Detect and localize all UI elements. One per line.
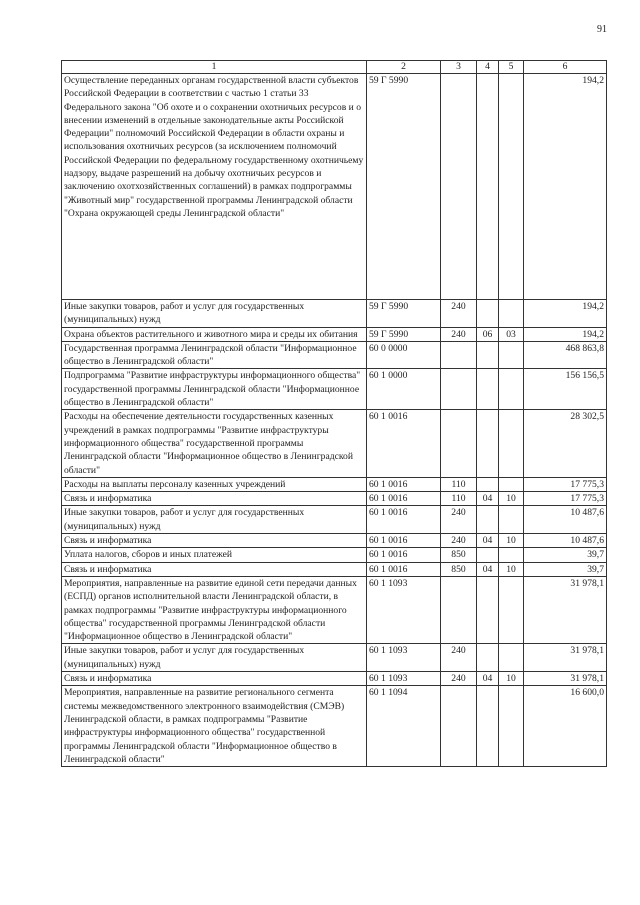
row-target-code: 60 1 0016 bbox=[367, 477, 441, 491]
row-expense-type bbox=[441, 74, 477, 300]
row-section: 04 bbox=[477, 492, 499, 506]
row-name: Иные закупки товаров, работ и услуг для государственных (муниципальных) нужд bbox=[62, 300, 367, 328]
row-expense-type bbox=[441, 686, 477, 767]
row-subsection bbox=[499, 644, 524, 672]
row-sum: 194,2 bbox=[524, 74, 607, 300]
row-subsection bbox=[499, 548, 524, 562]
row-subsection bbox=[499, 74, 524, 300]
table-row bbox=[62, 327, 607, 341]
row-section bbox=[477, 576, 499, 643]
row-section bbox=[477, 369, 499, 410]
row-section: 04 bbox=[477, 562, 499, 576]
column-header: 4 bbox=[477, 61, 499, 74]
table-row bbox=[62, 548, 607, 562]
row-name: Иные закупки товаров, работ и услуг для государственных (муниципальных) нужд bbox=[62, 506, 367, 534]
table-row bbox=[62, 562, 607, 576]
row-target-code: 60 1 1093 bbox=[367, 672, 441, 686]
row-sum: 31 978,1 bbox=[524, 644, 607, 672]
row-expense-type: 110 bbox=[441, 492, 477, 506]
table-row bbox=[62, 341, 607, 369]
row-sum: 10 487,6 bbox=[524, 534, 607, 548]
row-name: Мероприятия, направленные на развитие единой сети передачи данных (ЕСПД) органов исполнительной власти Ленинградской области, в рамках подпрограммы "Развитие инфраструктуры информационного общества" государственной программы Ленинградской области "Информационное общество в Ленинградской области" bbox=[62, 576, 367, 643]
table-row bbox=[62, 369, 607, 410]
row-target-code: 60 1 0000 bbox=[367, 369, 441, 410]
row-name: Мероприятия, направленные на развитие регионального сегмента системы межведомственного электронного взаимодействия (СМЭВ) Ленинградской области, в рамках подпрограммы "Развитие инфраструктуры информационного общества" государственной программы Ленинградской области "Информационное общество в Ленинградской области" bbox=[62, 686, 367, 767]
column-header: 2 bbox=[367, 61, 441, 74]
row-section bbox=[477, 410, 499, 477]
row-target-code: 60 1 1093 bbox=[367, 644, 441, 672]
row-sum: 31 978,1 bbox=[524, 672, 607, 686]
page-number: 91 bbox=[597, 24, 607, 35]
row-section bbox=[477, 686, 499, 767]
row-name: Подпрограмма "Развитие инфраструктуры информационного общества" государственной программы Ленинградской области "Информационное общество в Ленинградской области" bbox=[62, 369, 367, 410]
table-row bbox=[62, 492, 607, 506]
column-header: 3 bbox=[441, 61, 477, 74]
table-row bbox=[62, 672, 607, 686]
row-name: Осуществление переданных органам государственной власти субъектов Российской Федерации в соответствии с частью 1 статьи 33 Федерального закона "Об охоте и о сохранении охотничьих ресурсов и о внесении изменений в отдельные законодательные акты Российской Федерации" полномочий Российской Федерации в области охраны и использования охотничьих ресурсов (за исключением полномочий Российской Федерации по федеральному государственному охотничьему надзору, выдаче разрешений на добычу охотничьих ресурсов и заключению охотхозяйственных соглашений) в рамках подпрограммы "Животный мир" государственной программы Ленинградской области "Охрана окружающей среды Ленинградской области" bbox=[62, 74, 367, 300]
row-name: Уплата налогов, сборов и иных платежей bbox=[62, 548, 367, 562]
row-expense-type: 240 bbox=[441, 300, 477, 328]
table-row bbox=[62, 644, 607, 672]
column-header: 5 bbox=[499, 61, 524, 74]
row-subsection: 03 bbox=[499, 327, 524, 341]
table-row bbox=[62, 576, 607, 643]
column-header: 6 bbox=[524, 61, 607, 74]
row-subsection: 10 bbox=[499, 534, 524, 548]
column-header: 1 bbox=[62, 61, 367, 74]
table-row bbox=[62, 686, 607, 767]
row-section: 04 bbox=[477, 672, 499, 686]
table-row bbox=[62, 506, 607, 534]
row-subsection bbox=[499, 369, 524, 410]
row-expense-type: 240 bbox=[441, 644, 477, 672]
table-row bbox=[62, 534, 607, 548]
row-section bbox=[477, 477, 499, 491]
row-target-code: 60 1 0016 bbox=[367, 562, 441, 576]
table-row bbox=[62, 477, 607, 491]
row-target-code: 60 1 0016 bbox=[367, 506, 441, 534]
row-section bbox=[477, 300, 499, 328]
row-name: Расходы на обеспечение деятельности государственных казенных учреждений в рамках подпрограммы "Развитие инфраструктуры информационного общества" государственной программы Ленинградской области "Информационное общество в Ленинградской области" bbox=[62, 410, 367, 477]
row-expense-type: 240 bbox=[441, 506, 477, 534]
row-target-code: 59 Г 5990 bbox=[367, 74, 441, 300]
row-sum: 10 487,6 bbox=[524, 506, 607, 534]
row-name: Государственная программа Ленинградской области "Информационное общество в Ленинградской области" bbox=[62, 341, 367, 369]
row-section bbox=[477, 74, 499, 300]
row-target-code: 60 1 0016 bbox=[367, 534, 441, 548]
row-expense-type: 850 bbox=[441, 548, 477, 562]
row-subsection: 10 bbox=[499, 672, 524, 686]
row-section bbox=[477, 548, 499, 562]
row-target-code: 60 1 1094 bbox=[367, 686, 441, 767]
row-expense-type: 240 bbox=[441, 327, 477, 341]
row-target-code: 60 1 0016 bbox=[367, 492, 441, 506]
row-name: Связь и информатика bbox=[62, 534, 367, 548]
row-name: Связь и информатика bbox=[62, 562, 367, 576]
row-name: Расходы на выплаты персоналу казенных учреждений bbox=[62, 477, 367, 491]
row-sum: 31 978,1 bbox=[524, 576, 607, 643]
row-expense-type: 110 bbox=[441, 477, 477, 491]
row-name: Связь и информатика bbox=[62, 672, 367, 686]
row-subsection bbox=[499, 300, 524, 328]
row-section: 06 bbox=[477, 327, 499, 341]
row-section bbox=[477, 644, 499, 672]
row-subsection bbox=[499, 686, 524, 767]
table-row bbox=[62, 410, 607, 477]
row-subsection bbox=[499, 506, 524, 534]
table-row bbox=[62, 74, 607, 300]
row-section: 04 bbox=[477, 534, 499, 548]
table-header-row bbox=[62, 61, 607, 74]
row-target-code: 59 Г 5990 bbox=[367, 327, 441, 341]
row-target-code: 59 Г 5990 bbox=[367, 300, 441, 328]
row-sum: 39,7 bbox=[524, 562, 607, 576]
row-expense-type: 850 bbox=[441, 562, 477, 576]
row-expense-type bbox=[441, 576, 477, 643]
row-section bbox=[477, 341, 499, 369]
budget-table bbox=[61, 60, 607, 767]
row-sum: 16 600,0 bbox=[524, 686, 607, 767]
row-name: Иные закупки товаров, работ и услуг для государственных (муниципальных) нужд bbox=[62, 644, 367, 672]
row-target-code: 60 1 0016 bbox=[367, 548, 441, 562]
row-expense-type bbox=[441, 341, 477, 369]
row-subsection bbox=[499, 576, 524, 643]
row-target-code: 60 1 1093 bbox=[367, 576, 441, 643]
row-sum: 28 302,5 bbox=[524, 410, 607, 477]
row-sum: 17 775,3 bbox=[524, 477, 607, 491]
row-sum: 156 156,5 bbox=[524, 369, 607, 410]
row-expense-type: 240 bbox=[441, 672, 477, 686]
row-sum: 194,2 bbox=[524, 327, 607, 341]
row-section bbox=[477, 506, 499, 534]
row-sum: 468 863,8 bbox=[524, 341, 607, 369]
row-name: Связь и информатика bbox=[62, 492, 367, 506]
row-sum: 194,2 bbox=[524, 300, 607, 328]
row-target-code: 60 0 0000 bbox=[367, 341, 441, 369]
row-expense-type bbox=[441, 410, 477, 477]
row-expense-type bbox=[441, 369, 477, 410]
row-subsection: 10 bbox=[499, 562, 524, 576]
row-sum: 39,7 bbox=[524, 548, 607, 562]
row-expense-type: 240 bbox=[441, 534, 477, 548]
row-subsection bbox=[499, 341, 524, 369]
row-subsection bbox=[499, 410, 524, 477]
row-sum: 17 775,3 bbox=[524, 492, 607, 506]
row-subsection bbox=[499, 477, 524, 491]
table-row bbox=[62, 300, 607, 328]
row-name: Охрана объектов растительного и животного мира и среды их обитания bbox=[62, 327, 367, 341]
row-subsection: 10 bbox=[499, 492, 524, 506]
row-target-code: 60 1 0016 bbox=[367, 410, 441, 477]
